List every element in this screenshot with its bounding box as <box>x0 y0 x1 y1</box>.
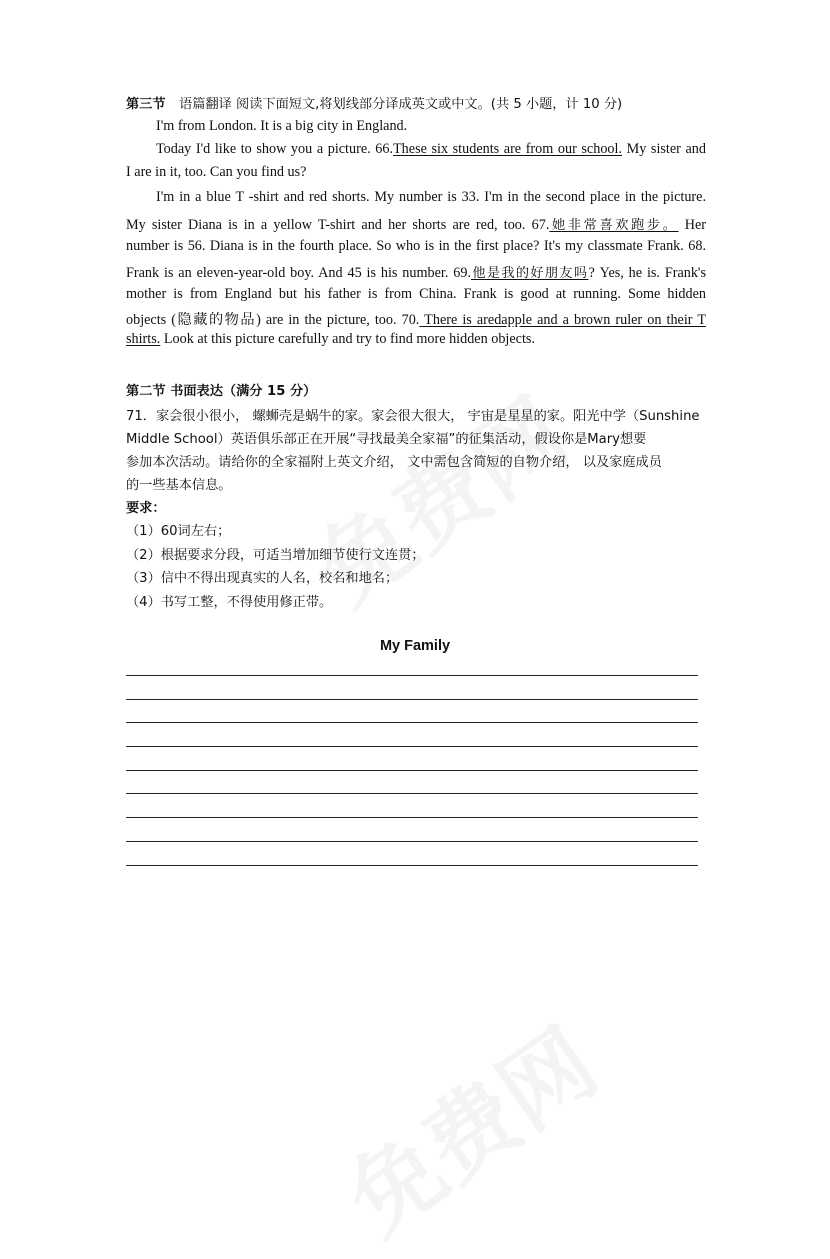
writing-line[interactable] <box>126 699 698 700</box>
prompt-line-1: 71．家会很小很小， 螺蛳壳是蜗牛的家。家会很大很大， 宇宙是星星的家。阳光中学（Sunshine <box>126 409 700 424</box>
requirements-label: 要求： <box>126 501 166 516</box>
passage-line-8: mother is from England but his father is from China. Frank is good at running. Some hidden <box>126 286 706 302</box>
passage-line-1: I'm from London. It is a big city in England. <box>156 118 408 134</box>
passage-line-9 <box>126 309 706 329</box>
text: Her <box>684 217 707 233</box>
blank-67: 她非常喜欢跑步。 <box>549 218 679 233</box>
passage-line-6: number is 56. Diana is in the fourth place. So who is in the first place? It's my classmate Frank. 68. <box>126 238 706 254</box>
blank-69: 他是我的好朋友吗 <box>471 266 589 281</box>
text: objects (隐藏的物品) are in the picture, too. 70. <box>126 312 420 328</box>
watermark-bottom <box>317 993 619 1259</box>
requirement-1: （1）60词左右； <box>126 524 231 539</box>
writing-line[interactable] <box>126 675 698 676</box>
blank-66: These six students are from our school. <box>393 141 622 157</box>
passage-line-4: I'm in a blue T -shirt and red shorts. My number is 33. I'm in the second place in the picture. <box>156 189 706 205</box>
writing-line[interactable] <box>126 841 698 842</box>
writing-line[interactable] <box>126 817 698 818</box>
requirement-3: （3）信中不得出现真实的人名，校名和地名； <box>126 571 399 586</box>
prompt-line-2: Middle School）英语俱乐部正在开展“寻找最美全家福”的征集活动，假设你是Mary想要 <box>126 432 647 447</box>
essay-title: My Family <box>379 638 451 654</box>
requirement-4: （4）书写工整，不得使用修正带。 <box>126 595 333 610</box>
writing-line[interactable] <box>126 722 698 723</box>
section3-number: 第三节 <box>126 97 166 112</box>
watermark <box>287 363 589 629</box>
section3-instructions: 语篇翻译 阅读下面短文,将划线部分译成英文或中文。(共 5 小题，计 10 分) <box>179 97 623 112</box>
prompt-line-4: 的一些基本信息。 <box>126 478 232 493</box>
writing-line[interactable] <box>126 793 698 794</box>
blank-70: There is aredapple and a brown ruler on their T <box>419 312 706 328</box>
passage-line-7 <box>126 262 706 282</box>
passage-line-10 <box>126 331 706 348</box>
section2-header: 第二节 书面表达（满分 15 分） <box>126 384 317 399</box>
prompt-line-3: 参加本次活动。请给你的全家福附上英文介绍， 文中需包含简短的自物介绍， 以及家庭成员 <box>126 455 662 470</box>
text: Look at this picture carefully and try to find more hidden objects. <box>160 331 535 347</box>
text: Today I'd like to show you a picture. 66. <box>156 141 394 157</box>
passage-line-5 <box>126 214 706 234</box>
writing-line[interactable] <box>126 746 698 747</box>
text: Frank is an eleven-year-old boy. And 45 is his number. 69. <box>126 265 472 281</box>
writing-line[interactable] <box>126 770 698 771</box>
text: My sister and <box>622 141 706 157</box>
passage-line-3: I are in it, too. Can you find us? <box>126 164 307 180</box>
text: ? Yes, he is. Frank's <box>588 265 707 281</box>
text: My sister Diana is in a yellow T-shirt and her shorts are red, too. 67. <box>126 217 550 233</box>
section3-header <box>126 93 706 113</box>
writing-line[interactable] <box>126 865 698 866</box>
requirement-2: （2）根据要求分段，可适当增加细节使行文连贯； <box>126 548 425 563</box>
passage-line-2 <box>156 141 706 158</box>
blank-70-cont: shirts. <box>126 331 161 347</box>
